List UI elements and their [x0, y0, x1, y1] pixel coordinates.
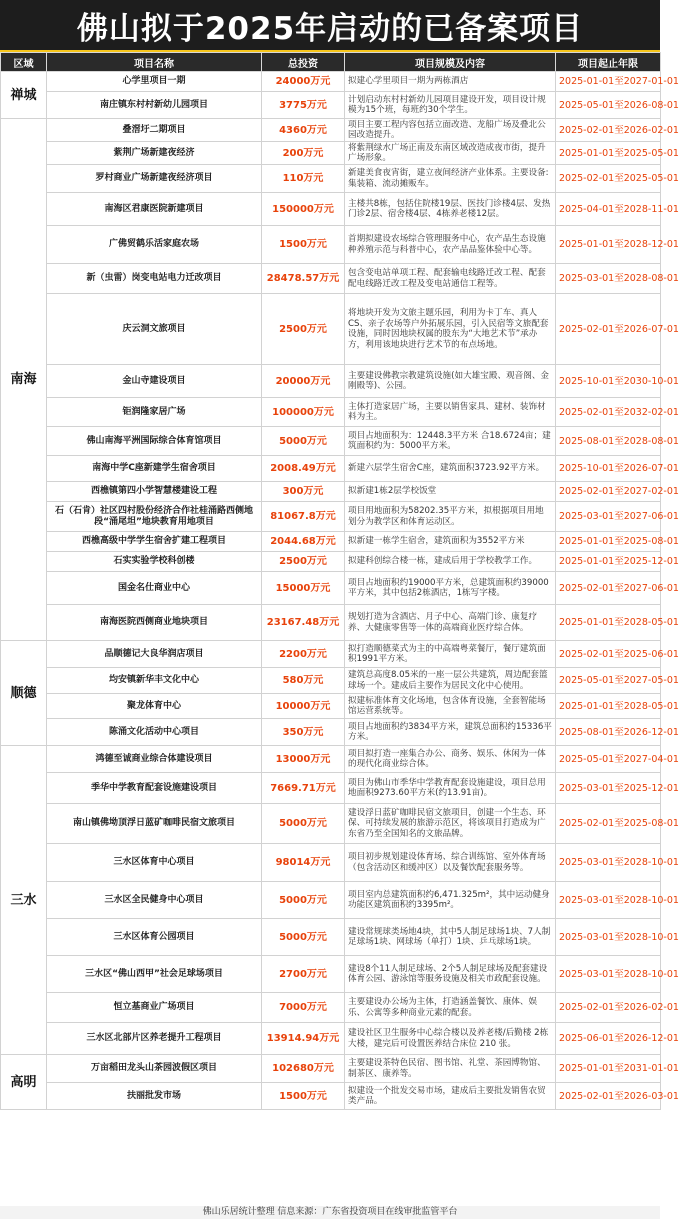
project-period-cell: 2025-02-01至2025-05-01 [556, 165, 661, 193]
project-name-cell: 广佛贸鹤乐活家庭农场 [47, 226, 262, 264]
header-investment: 总投资 [262, 53, 345, 72]
project-name-cell: 西樵镇第四小学智慧楼建设工程 [47, 482, 262, 502]
investment-cell: 580万元 [262, 668, 345, 694]
project-name-cell: 三水区全民健身中心项目 [47, 882, 262, 919]
project-description-cell: 主体打造家居广场，主要以销售家具、建材、装饰材料为主。 [345, 398, 556, 427]
project-name-cell: 均安镇新华丰文化中心 [47, 668, 262, 694]
project-name-cell: 三水区体育中心项目 [47, 844, 262, 882]
header-scale-content: 项目规模及内容 [345, 53, 556, 72]
table-row [1, 226, 661, 264]
project-period-cell: 2025-02-01至2026-02-01 [556, 993, 661, 1023]
project-name-cell: 佛山南海平洲国际综合体育馆项目 [47, 427, 262, 456]
project-name-cell: 金山寺建设项目 [47, 365, 262, 398]
table-row [1, 1023, 661, 1055]
project-period-cell: 2025-02-01至2027-06-01 [556, 572, 661, 605]
project-description-cell: 项目主要工程内容包括立面改造、龙船广场及叠北公园改造提升。 [345, 119, 556, 142]
project-description-cell: 拟打造顺德菜式为主的中高端粤菜餐厅，餐厅建筑面积1991平方米。 [345, 641, 556, 668]
project-period-cell: 2025-03-01至2028-10-01 [556, 882, 661, 919]
project-description-cell: 项目占地面积约19000平方米，总建筑面积约39000平方米，其中包括2栋酒店，1栋写字楼。 [345, 572, 556, 605]
project-name-cell: 南海医院西侧商业地块项目 [47, 605, 262, 641]
table-row [1, 719, 661, 746]
table-row [1, 572, 661, 605]
district-cell: 禅城 [1, 72, 47, 119]
table-header-row [1, 53, 661, 72]
project-description-cell: 主楼共8栋，包括住院楼19层、医技门诊楼4层、发热门诊2层、宿舍楼4层、4栋养老楼12层。 [345, 193, 556, 226]
table-row [1, 605, 661, 641]
table-row [1, 956, 661, 993]
project-period-cell: 2025-04-01至2028-11-01 [556, 193, 661, 226]
header-district: 区域 [1, 53, 47, 72]
project-description-cell: 拟建设一个批发交易市场，建成后主要批发销售农贸类产品。 [345, 1083, 556, 1110]
project-period-cell: 2025-03-01至2027-06-01 [556, 502, 661, 532]
table-row [1, 398, 661, 427]
investment-cell: 2700万元 [262, 956, 345, 993]
investment-cell: 2044.68万元 [262, 532, 345, 552]
investment-cell: 7000万元 [262, 993, 345, 1023]
project-description-cell: 拟建心学里项目一期为两栋酒店 [345, 72, 556, 92]
project-description-cell: 项目占地面积约3834平方米，建筑总面积约15336平方米。 [345, 719, 556, 746]
footer-source: 佛山乐居统计整理 信息来源：广东省投资项目在线审批监管平台 [0, 1206, 660, 1219]
project-description-cell: 拟建科创综合楼一栋，建成后用于学校教学工作。 [345, 552, 556, 572]
investment-cell: 2200万元 [262, 641, 345, 668]
header-period: 项目起止年限 [556, 53, 661, 72]
investment-cell: 28478.57万元 [262, 264, 345, 294]
table-row [1, 365, 661, 398]
project-description-cell: 新建美食夜宵街，建立夜间经济产业体系。主要设备:集装箱、流动摊贩车。 [345, 165, 556, 193]
investment-cell: 10000万元 [262, 694, 345, 719]
investment-cell: 7669.71万元 [262, 773, 345, 804]
project-name-cell: 叠滘圩二期项目 [47, 119, 262, 142]
project-period-cell: 2025-05-01至2027-05-01 [556, 668, 661, 694]
project-period-cell: 2025-01-01至2027-01-01 [556, 72, 661, 92]
project-name-cell: 南庄镇东村村新幼儿园项目 [47, 92, 262, 119]
project-name-cell: 南海中学C座新建学生宿舍项目 [47, 456, 262, 482]
table-row [1, 844, 661, 882]
table-row [1, 456, 661, 482]
project-description-cell: 新建六层学生宿舍C座，建筑面积3723.92平方米。 [345, 456, 556, 482]
table-row [1, 193, 661, 226]
project-description-cell: 拟新建一栋学生宿舍，建筑面积为3552平方米 [345, 532, 556, 552]
investment-cell: 100000万元 [262, 398, 345, 427]
project-period-cell: 2025-02-01至2026-07-01 [556, 294, 661, 365]
project-name-cell: 国金名仕商业中心 [47, 572, 262, 605]
project-description-cell: 项目拟打造一座集合办公、商务、娱乐、休闲为一体的现代化商业综合体。 [345, 746, 556, 773]
project-name-cell: 鸿德至诚商业综合体建设项目 [47, 746, 262, 773]
project-name-cell: 心学里项目一期 [47, 72, 262, 92]
project-description-cell: 项目占地面积为：12448.3平方米 合18.6724亩；建筑面积约为：5000平方米。 [345, 427, 556, 456]
district-cell: 顺德 [1, 641, 47, 746]
project-name-cell: 万亩稻田龙头山茶园波假区项目 [47, 1055, 262, 1083]
project-period-cell: 2025-01-01至2028-05-01 [556, 605, 661, 641]
project-period-cell: 2025-05-01至2026-08-01 [556, 92, 661, 119]
table-row [1, 993, 661, 1023]
project-name-cell: 扶丽批发市场 [47, 1083, 262, 1110]
table-row [1, 264, 661, 294]
project-description-cell: 主要建设茶特色民宿、图书馆、礼堂、茶园博物馆、制茶区、康养等。 [345, 1055, 556, 1083]
project-period-cell: 2025-03-01至2025-12-01 [556, 773, 661, 804]
investment-cell: 5000万元 [262, 427, 345, 456]
investment-cell: 23167.48万元 [262, 605, 345, 641]
project-description-cell: 建筑总高度8.05米的一座一层公共建筑，周边配套篮球场一个。建成后主要作为居民文化中心使用。 [345, 668, 556, 694]
project-description-cell: 建设浮日蓝矿咖啡民宿文旅项目，创建一个生态、环保、可持续发展的旅游示范区，将该项目打造成为广东省乃至全国知名的文旅品牌。 [345, 804, 556, 844]
project-name-cell: 罗村商业广场新建夜经济项目 [47, 165, 262, 193]
table-row [1, 919, 661, 956]
investment-cell: 200万元 [262, 142, 345, 165]
district-cell: 高明 [1, 1055, 47, 1110]
investment-cell: 150000万元 [262, 193, 345, 226]
project-name-cell: 钜润隆家居广场 [47, 398, 262, 427]
project-description-cell: 主要建设办公场为主体，打造涵盖餐饮、康体、娱乐、公寓等多种商业元素的配套。 [345, 993, 556, 1023]
table-row [1, 119, 661, 142]
project-period-cell: 2025-10-01至2026-07-01 [556, 456, 661, 482]
project-name-cell: 庆云洞文旅项目 [47, 294, 262, 365]
investment-cell: 20000万元 [262, 365, 345, 398]
investment-cell: 13000万元 [262, 746, 345, 773]
project-period-cell: 2025-02-01至2026-03-01 [556, 1083, 661, 1110]
project-name-cell: 恒立基商业广场项目 [47, 993, 262, 1023]
project-period-cell: 2025-03-01至2028-10-01 [556, 956, 661, 993]
projects-table [0, 52, 679, 1110]
project-description-cell: 包含变电站单项工程、配套输电线路迁改工程、配套配电线路迁改工程及变电站通信工程等。 [345, 264, 556, 294]
investment-cell: 110万元 [262, 165, 345, 193]
investment-cell: 1500万元 [262, 1083, 345, 1110]
project-description-cell: 项目为佛山市季华中学教育配套设施建设，项目总用地面积9273.60平方米(约13.91亩)。 [345, 773, 556, 804]
table-row [1, 427, 661, 456]
table-row [1, 552, 661, 572]
project-period-cell: 2025-02-01至2026-02-01 [556, 119, 661, 142]
investment-cell: 5000万元 [262, 919, 345, 956]
project-description-cell: 将紫荆绿水广场正南及东南区域改造成夜市街，提升广场形象。 [345, 142, 556, 165]
project-period-cell: 2025-01-01至2025-12-01 [556, 552, 661, 572]
investment-cell: 2008.49万元 [262, 456, 345, 482]
investment-cell: 3775万元 [262, 92, 345, 119]
project-period-cell: 2025-08-01至2026-12-01 [556, 719, 661, 746]
project-period-cell: 2025-01-01至2028-05-01 [556, 694, 661, 719]
investment-cell: 300万元 [262, 482, 345, 502]
project-name-cell: 新（虫雷）岗变电站电力迁改项目 [47, 264, 262, 294]
investment-cell: 102680万元 [262, 1055, 345, 1083]
project-period-cell: 2025-06-01至2026-12-01 [556, 1023, 661, 1055]
project-period-cell: 2025-01-01至2025-08-01 [556, 532, 661, 552]
project-period-cell: 2025-01-01至2028-12-01 [556, 226, 661, 264]
table-row [1, 773, 661, 804]
project-period-cell: 2025-10-01至2030-10-01 [556, 365, 661, 398]
project-description-cell: 计划启动东村村新幼儿园项目建设开发，项目设计规模为15个班，每班约30个学生。 [345, 92, 556, 119]
project-period-cell: 2025-02-01至2032-02-01 [556, 398, 661, 427]
table-row [1, 1083, 661, 1110]
table-row [1, 1055, 661, 1083]
project-name-cell: 陈涌文化活动中心项目 [47, 719, 262, 746]
table-row [1, 882, 661, 919]
project-name-cell: 三水区北部片区养老提升工程项目 [47, 1023, 262, 1055]
table-row [1, 142, 661, 165]
project-period-cell: 2025-01-01至2031-01-01 [556, 1055, 661, 1083]
project-description-cell: 规划打造为含酒店、月子中心、高端门诊、康复疗养、大健康零售等一体的高端商业医疗综合体。 [345, 605, 556, 641]
project-description-cell: 项目用地面积为58202.35平方米，拟根据项目用地划分为教学区和体育运动区。 [345, 502, 556, 532]
project-description-cell: 拟新建1栋2层学校饭堂 [345, 482, 556, 502]
project-description-cell: 建设常规球类场地4块，其中5人制足球场1块、7人制足球场1块、网球场（单打）1块、乒乓球场1块。 [345, 919, 556, 956]
table-row [1, 532, 661, 552]
project-name-cell: 西樵高级中学学生宿舍扩建工程项目 [47, 532, 262, 552]
project-period-cell: 2025-02-01至2027-02-01 [556, 482, 661, 502]
table-row [1, 482, 661, 502]
project-period-cell: 2025-03-01至2028-08-01 [556, 264, 661, 294]
project-description-cell: 项目初步规划建设体育场、综合训练馆、室外体育场（包含活动区和缓冲区）以及餐饮配套服务等。 [345, 844, 556, 882]
district-cell: 南海 [1, 119, 47, 641]
table-row [1, 92, 661, 119]
investment-cell: 81067.8万元 [262, 502, 345, 532]
investment-cell: 15000万元 [262, 572, 345, 605]
project-name-cell: 紫荆广场新建夜经济 [47, 142, 262, 165]
project-name-cell: 三水区“佛山西甲”社会足球场项目 [47, 956, 262, 993]
investment-cell: 2500万元 [262, 294, 345, 365]
project-description-cell: 首期拟建设农场综合管理服务中心，农产品生态设施种养殖示范与科普中心，农产品品鉴体验中心等。 [345, 226, 556, 264]
project-description-cell: 建设8个11人制足球场、2个5人制足球场及配套建设体育公园、游泳馆等服务设施及相关市政配套设施。 [345, 956, 556, 993]
table-row [1, 165, 661, 193]
table-row [1, 746, 661, 773]
project-period-cell: 2025-03-01至2028-10-01 [556, 844, 661, 882]
table-row [1, 804, 661, 844]
project-name-cell: 聚龙体育中心 [47, 694, 262, 719]
investment-cell: 24000万元 [262, 72, 345, 92]
table-row [1, 694, 661, 719]
project-period-cell: 2025-03-01至2028-10-01 [556, 919, 661, 956]
project-name-cell: 石实实验学校科创楼 [47, 552, 262, 572]
project-name-cell: 三水区体育公园项目 [47, 919, 262, 956]
investment-cell: 1500万元 [262, 226, 345, 264]
table-row [1, 294, 661, 365]
table-row [1, 641, 661, 668]
project-description-cell: 拟建标准体育文化场地，包含体育设施，全套智能场馆运营系统等。 [345, 694, 556, 719]
table-row [1, 502, 661, 532]
project-period-cell: 2025-02-01至2025-08-01 [556, 804, 661, 844]
table-body [1, 72, 679, 1110]
project-period-cell: 2025-01-01至2025-05-01 [556, 142, 661, 165]
investment-cell: 2500万元 [262, 552, 345, 572]
project-period-cell: 2025-05-01至2027-04-01 [556, 746, 661, 773]
table-row [1, 72, 661, 92]
project-name-cell: 南山镇佛坳顶浮日蓝矿咖啡民宿文旅项目 [47, 804, 262, 844]
project-period-cell: 2025-08-01至2028-08-01 [556, 427, 661, 456]
project-description-cell: 将地块开发为文旅主题乐园，利用为卡丁车、真人CS、亲子农场等户外拓展乐园，引入民宿等文旅配套设施，同时因地块权属的股东为“大地艺术节”承办方，利用该地块进行艺术节的布点场地。 [345, 294, 556, 365]
district-cell: 三水 [1, 746, 47, 1055]
investment-cell: 4360万元 [262, 119, 345, 142]
header-project-name: 项目名称 [47, 53, 262, 72]
project-name-cell: 季华中学教育配套设施建设项目 [47, 773, 262, 804]
investment-cell: 5000万元 [262, 882, 345, 919]
project-name-cell: 品顺德记大良华润店项目 [47, 641, 262, 668]
project-name-cell: 南海区君康医院新建项目 [47, 193, 262, 226]
table-row [1, 668, 661, 694]
investment-cell: 98014万元 [262, 844, 345, 882]
project-period-cell: 2025-02-01至2025-06-01 [556, 641, 661, 668]
project-description-cell: 项目室内总建筑面积约6,471.325m²，其中运动健身功能区建筑面积约3395m²。 [345, 882, 556, 919]
project-name-cell: 石（石肯）社区四村股份经济合作社桂涌路西侧地段“涌尾坦”地块教育用地项目 [47, 502, 262, 532]
project-description-cell: 主要建设佛教宗教建筑设施(如大雄宝殿、观音阁、金刚殿等)、公园。 [345, 365, 556, 398]
page-title: 佛山拟于2025年启动的已备案项目 [0, 0, 660, 52]
project-description-cell: 建设社区卫生服务中心综合楼以及养老楼/后勤楼 2栋大楼，建完后可设置医养结合床位 210 张。 [345, 1023, 556, 1055]
investment-cell: 350万元 [262, 719, 345, 746]
investment-cell: 13914.94万元 [262, 1023, 345, 1055]
investment-cell: 5000万元 [262, 804, 345, 844]
